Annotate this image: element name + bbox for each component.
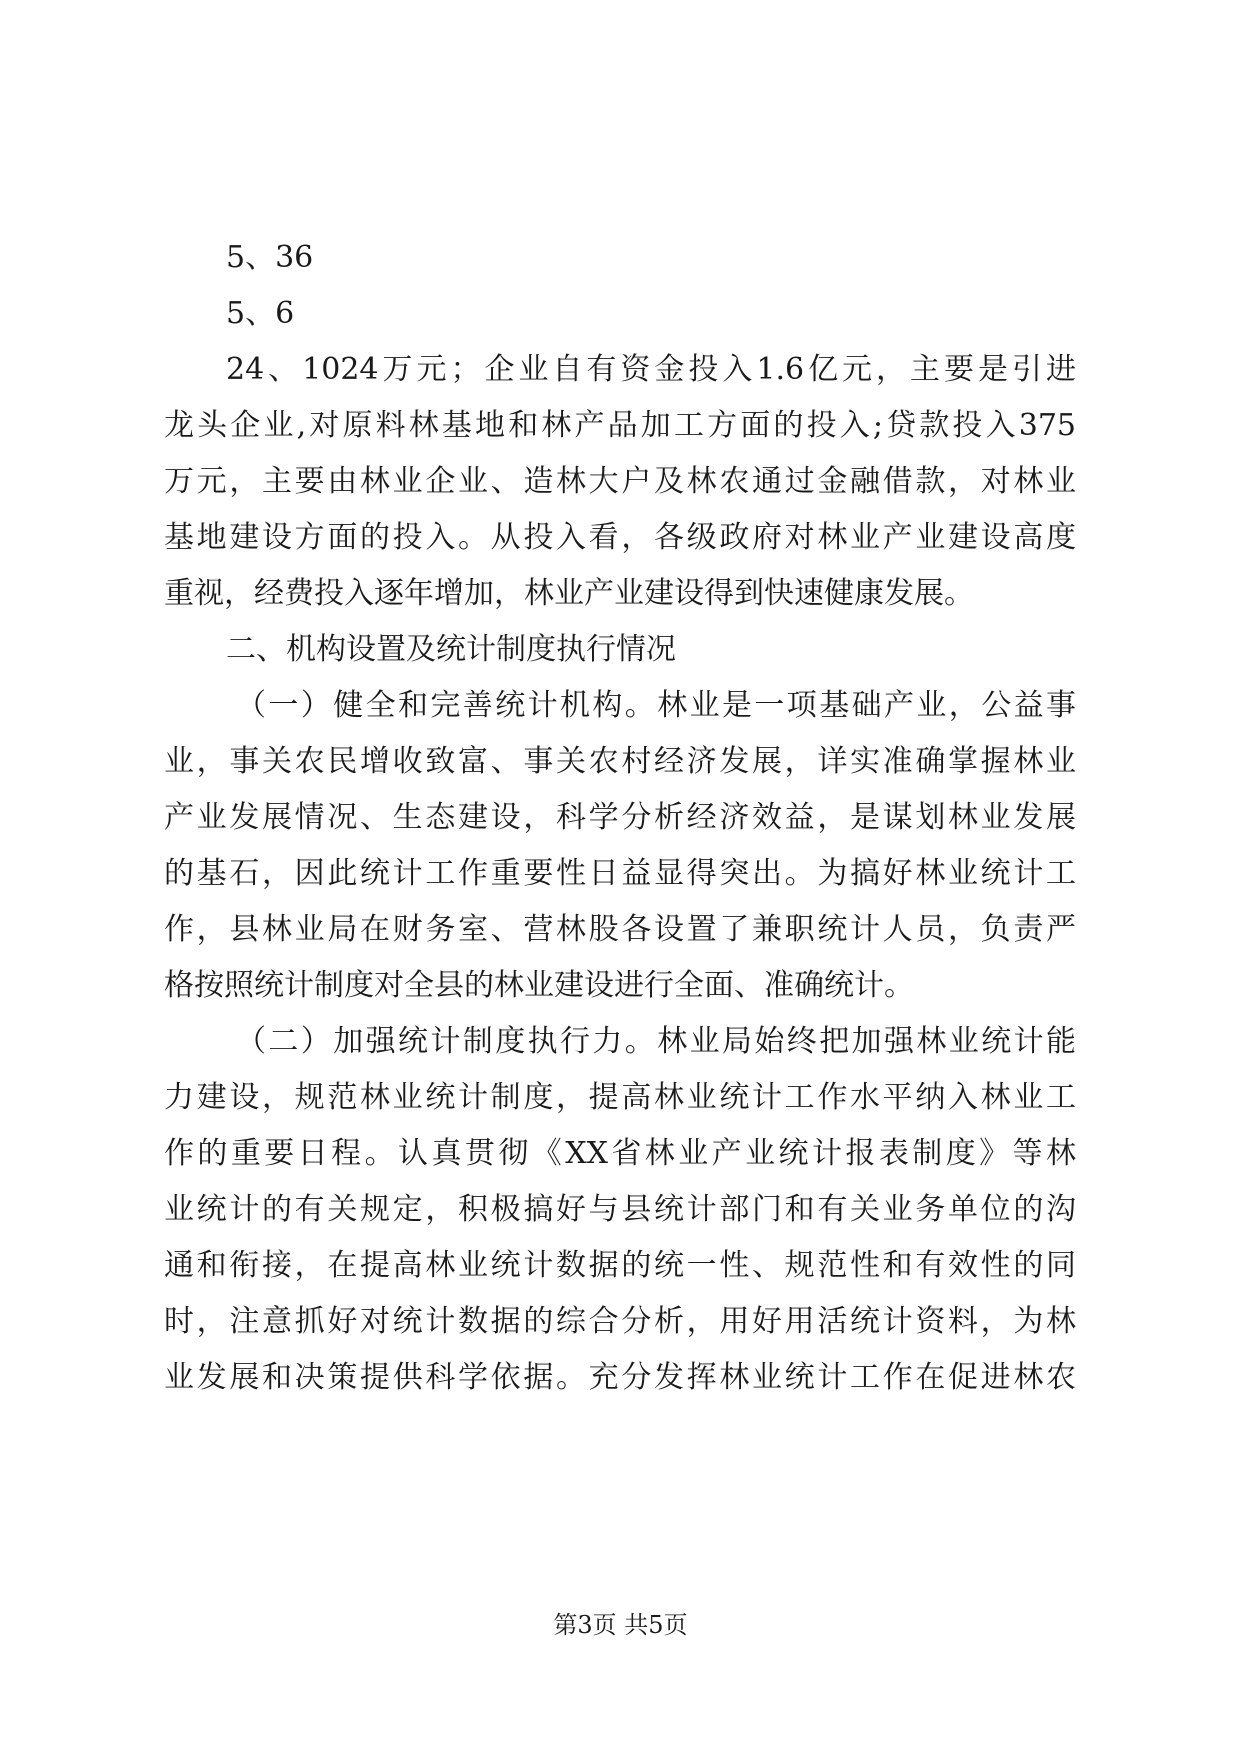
- text-line: 5、6: [226, 296, 295, 331]
- text-line: 作，县林业局在财务室、营林股各设置了兼职统计人员，负责严: [164, 912, 1076, 947]
- text-line: （一）健全和完善统计机构。林业是一项基础产业，公益事: [236, 688, 1076, 723]
- page-number-footer: 第3页 共5页: [553, 1611, 688, 1639]
- text-line: 5、36: [226, 240, 314, 275]
- text-line: 时，注意抓好对统计数据的综合分析，用好用活统计资料，为林: [164, 1304, 1076, 1339]
- text-line: 基地建设方面的投入。从投入看，各级政府对林业产业建设高度: [164, 520, 1076, 555]
- text-line: 龙头企业,对原料林基地和林产品加工方面的投入;贷款投入375: [164, 408, 1076, 443]
- text-line: （二）加强统计制度执行力。林业局始终把加强林业统计能: [236, 1024, 1076, 1059]
- text-line: 通和衔接，在提高林业统计数据的统一性、规范性和有效性的同: [164, 1248, 1076, 1283]
- text-line: 作的重要日程。认真贯彻《XX省林业产业统计报表制度》等林: [164, 1136, 1076, 1171]
- text-line: 格按照统计制度对全县的林业建设进行全面、准确统计。: [164, 968, 914, 1003]
- document-body: [164, 230, 1076, 1406]
- text-line: 的基石，因此统计工作重要性日益显得突出。为搞好林业统计工: [164, 856, 1076, 891]
- text-line: 万元，主要由林业企业、造林大户及林农通过金融借款，对林业: [164, 464, 1076, 499]
- section-heading: 二、机构设置及统计制度执行情况: [226, 632, 676, 667]
- text-line: 24、1024万元；企业自有资金投入1.6亿元，主要是引进: [226, 352, 1076, 387]
- text-line: 业发展和决策提供科学依据。充分发挥林业统计工作在促进林农: [164, 1360, 1076, 1395]
- text-line: 重视，经费投入逐年增加，林业产业建设得到快速健康发展。: [164, 576, 974, 611]
- text-line: 力建设，规范林业统计制度，提高林业统计工作水平纳入林业工: [164, 1080, 1076, 1115]
- text-line: 业统计的有关规定，积极搞好与县统计部门和有关业务单位的沟: [164, 1192, 1076, 1227]
- text-line: 业，事关农民增收致富、事关农村经济发展，详实准确掌握林业: [164, 744, 1076, 779]
- text-line: 产业发展情况、生态建设，科学分析经济效益，是谋划林业发展: [164, 800, 1076, 835]
